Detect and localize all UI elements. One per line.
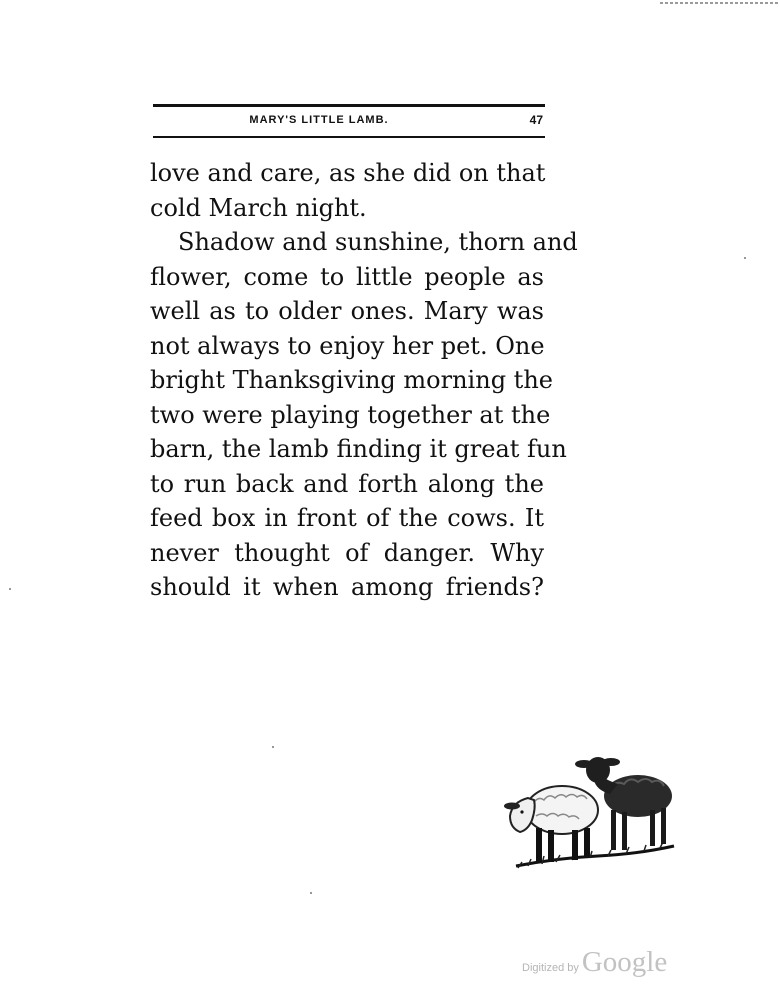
- white-lamb-leg: [548, 830, 554, 862]
- scan-speck: [310, 892, 312, 894]
- scan-speck: [9, 588, 11, 590]
- text-line: never thought of danger. Why: [150, 538, 544, 567]
- white-lamb-leg: [572, 830, 578, 860]
- text-line: love and care, as she did on that: [150, 159, 546, 187]
- text-line: bright Thanksgiving morning the: [150, 366, 553, 394]
- dark-lamb-ear: [575, 760, 593, 768]
- dark-lamb-leg: [661, 808, 666, 844]
- dark-lamb-leg: [622, 812, 627, 850]
- text-line: flower, come to little people as: [150, 262, 544, 291]
- text-line: cold March night.: [150, 193, 367, 222]
- page-number: 47: [529, 113, 543, 127]
- white-lamb-leg: [584, 828, 590, 858]
- text-line: feed box in front of the cows. It: [150, 504, 544, 532]
- text-line: two were playing together at the: [150, 400, 551, 429]
- white-lamb-leg: [536, 828, 542, 862]
- digitized-by-label: Digitized by: [522, 962, 579, 974]
- text-line: to run back and forth along the: [150, 469, 544, 498]
- dark-lamb-leg: [611, 810, 616, 850]
- text-line: not always to enjoy her pet. One: [150, 331, 545, 360]
- body-text: [150, 156, 578, 605]
- text-line: Shadow and sunshine, thorn and: [178, 228, 578, 256]
- text-line: should it when among friends?: [150, 573, 544, 601]
- text-line: well as to older ones. Mary was: [150, 297, 544, 325]
- white-lamb-ear: [504, 803, 520, 810]
- dark-lamb-ear: [602, 758, 620, 766]
- header-rule-top: [153, 104, 545, 107]
- digitized-watermark: [522, 946, 667, 982]
- page-header: [153, 104, 545, 138]
- scan-speck: [744, 257, 746, 259]
- scan-edge-mark: [660, 2, 780, 4]
- header-rule-bottom: [153, 136, 545, 138]
- white-lamb-body: [526, 786, 598, 834]
- google-logo: Google: [581, 946, 668, 978]
- dark-lamb-leg: [650, 810, 655, 846]
- white-lamb-eye: [520, 810, 523, 813]
- running-title: MARY'S LITTLE LAMB.: [249, 114, 389, 126]
- two-lambs-icon: [498, 750, 678, 874]
- scan-speck: [272, 746, 274, 748]
- text-line: barn, the lamb finding it great fun: [150, 435, 567, 463]
